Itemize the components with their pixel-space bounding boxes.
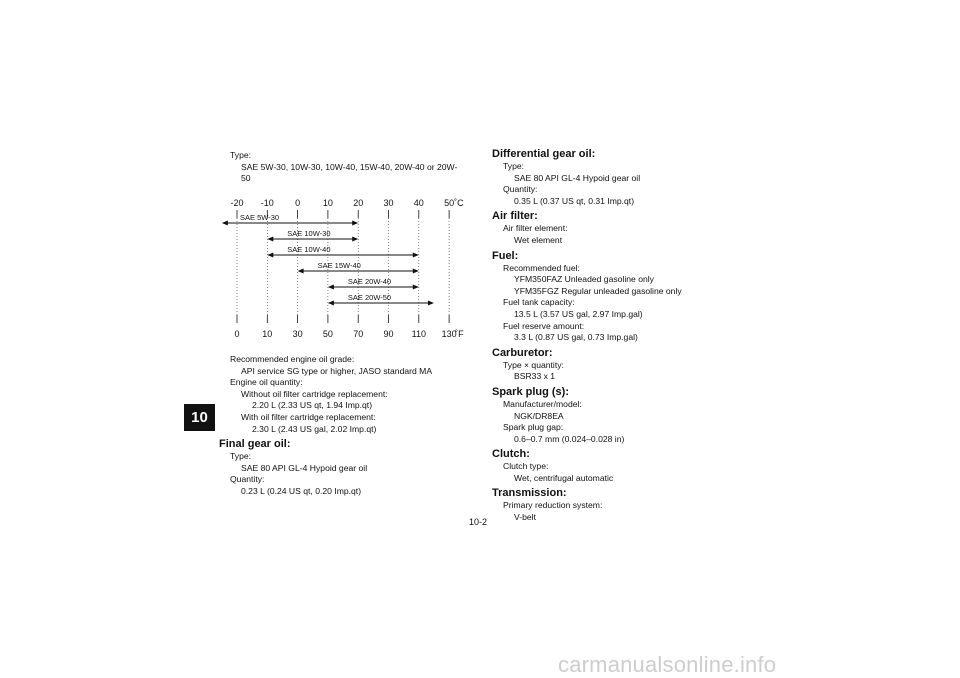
fuel-recommended-label: Recommended fuel:	[503, 262, 580, 273]
carburetor-heading: Carburetor:	[492, 346, 553, 359]
right-specs-column	[492, 145, 682, 524]
without-filter-label: Without oil filter cartridge replacement:	[241, 388, 388, 399]
recommended-grade-label: Recommended engine oil grade:	[230, 354, 355, 364]
air-filter-value: Wet element	[514, 234, 563, 245]
fahrenheit-tick-label: 70	[353, 329, 364, 339]
viscosity-chart-svg	[220, 195, 464, 345]
fahrenheit-unit-label: ˚F	[455, 329, 464, 339]
fuel-heading: Fuel:	[492, 249, 519, 262]
celsius-tick-label: -20	[230, 198, 244, 208]
range-arrow-right	[413, 269, 419, 274]
celsius-tick-label: 0	[295, 198, 301, 208]
range-arrow-left	[328, 285, 334, 290]
fahrenheit-tick-label: 130	[441, 329, 457, 339]
range-arrow-right	[413, 253, 419, 258]
engine-oil-type-label: Type:	[230, 150, 252, 160]
fahrenheit-tick-label: 10	[262, 329, 273, 339]
chapter-tab: 10	[184, 404, 215, 431]
spark-plug-heading: Spark plug (s):	[492, 385, 570, 398]
range-arrow-right	[428, 301, 434, 306]
fahrenheit-tick-label: 30	[292, 329, 303, 339]
range-label: SAE 10W-40	[287, 245, 331, 254]
engine-oil-type-value-line2: 50	[241, 173, 251, 184]
final-gear-quantity-label: Quantity:	[230, 474, 265, 485]
engine-oil-details-block	[219, 354, 432, 498]
page-number: 10-2	[469, 517, 488, 527]
celsius-unit-label: ˚C	[454, 198, 464, 208]
final-gear-type-label: Type:	[230, 451, 252, 462]
watermark-text: carmanualsonline.info	[558, 652, 777, 677]
oil-viscosity-chart	[220, 195, 464, 345]
fuel-tank-label: Fuel tank capacity:	[503, 297, 575, 308]
spark-plug-gap-value: 0.6–0.7 mm (0.024–0.028 in)	[514, 433, 625, 444]
final-gear-oil-heading: Final gear oil:	[219, 438, 291, 451]
range-arrow-left	[328, 301, 334, 306]
celsius-tick-label: -10	[260, 198, 274, 208]
transmission-label: Primary reduction system:	[503, 500, 603, 511]
transmission-value: V-belt	[514, 512, 536, 523]
clutch-type-label: Clutch type:	[503, 461, 549, 472]
celsius-tick-label: 40	[413, 198, 424, 208]
celsius-tick-label: 30	[383, 198, 394, 208]
range-arrow-left	[267, 237, 273, 242]
engine-oil-type-block	[230, 150, 457, 185]
transmission-heading: Transmission:	[492, 487, 567, 500]
fuel-recommended-value-1: YFM350FAZ Unleaded gasoline only	[514, 274, 654, 285]
diff-type-value: SAE 80 API GL-4 Hypoid gear oil	[514, 172, 641, 183]
with-filter-label: With oil filter cartridge replacement:	[241, 411, 376, 422]
range-label: SAE 15W-40	[317, 261, 361, 270]
carburetor-label: Type × quantity:	[503, 359, 564, 370]
engine-oil-quantity-label: Engine oil quantity:	[230, 377, 303, 388]
clutch-heading: Clutch:	[492, 448, 530, 461]
clutch-type-value: Wet, centrifugal automatic	[514, 472, 614, 483]
diff-quantity-value: 0.35 L (0.37 US qt, 0.31 Imp.qt)	[514, 195, 635, 206]
range-label: SAE 5W-30	[240, 213, 280, 222]
without-filter-value: 2.20 L (2.33 US qt, 1.94 Imp.qt)	[252, 400, 373, 411]
fuel-tank-value: 13.5 L (3.57 US gal, 2.97 Imp.gal)	[514, 308, 643, 319]
range-label: SAE 20W-40	[347, 277, 392, 286]
fuel-reserve-label: Fuel reserve amount:	[503, 320, 585, 331]
engine-oil-type-value-line1: SAE 5W-30, 10W-30, 10W-40, 15W-40, 20W-40 or 20W-	[241, 161, 458, 172]
range-arrow-right	[352, 237, 358, 242]
spark-plug-model-value: NGK/DR8EA	[514, 410, 564, 421]
carburetor-value: BSR33 x 1	[514, 371, 556, 382]
air-filter-label: Air filter element:	[503, 223, 568, 234]
fahrenheit-tick-label: 90	[383, 329, 394, 339]
range-arrow-right	[352, 221, 358, 226]
final-gear-quantity-value: 0.23 L (0.24 US qt, 0.20 Imp.qt)	[241, 485, 362, 496]
diff-type-label: Type:	[503, 161, 525, 171]
differential-gear-oil-heading: Differential gear oil:	[492, 148, 596, 160]
range-label: SAE 10W-30	[287, 229, 331, 238]
spark-plug-model-label: Manufacturer/model:	[503, 398, 582, 409]
range-arrow-left	[222, 221, 228, 226]
with-filter-value: 2.30 L (2.43 US gal, 2.02 Imp.qt)	[252, 423, 377, 434]
diff-quantity-label: Quantity:	[503, 184, 538, 195]
range-label: SAE 20W-50	[347, 293, 392, 302]
range-arrow-left	[267, 253, 273, 258]
air-filter-heading: Air filter:	[492, 210, 538, 223]
final-gear-type-value: SAE 80 API GL-4 Hypoid gear oil	[241, 462, 368, 473]
range-arrow-right	[413, 285, 419, 290]
range-arrow-left	[298, 269, 304, 274]
fahrenheit-tick-label: 110	[411, 329, 426, 339]
recommended-grade-value: API service SG type or higher, JASO standard MA	[241, 365, 433, 376]
celsius-tick-label: 10	[322, 198, 333, 208]
celsius-tick-label: 20	[353, 198, 364, 208]
fahrenheit-tick-label: 0	[234, 329, 240, 339]
fuel-recommended-value-2: YFM35FGZ Regular unleaded gasoline only	[514, 285, 682, 296]
celsius-tick-label: 50	[444, 198, 455, 208]
fahrenheit-tick-label: 50	[322, 329, 333, 339]
spark-plug-gap-label: Spark plug gap:	[503, 422, 564, 433]
fuel-reserve-value: 3.3 L (0.87 US gal, 0.73 Imp.gal)	[514, 332, 638, 343]
